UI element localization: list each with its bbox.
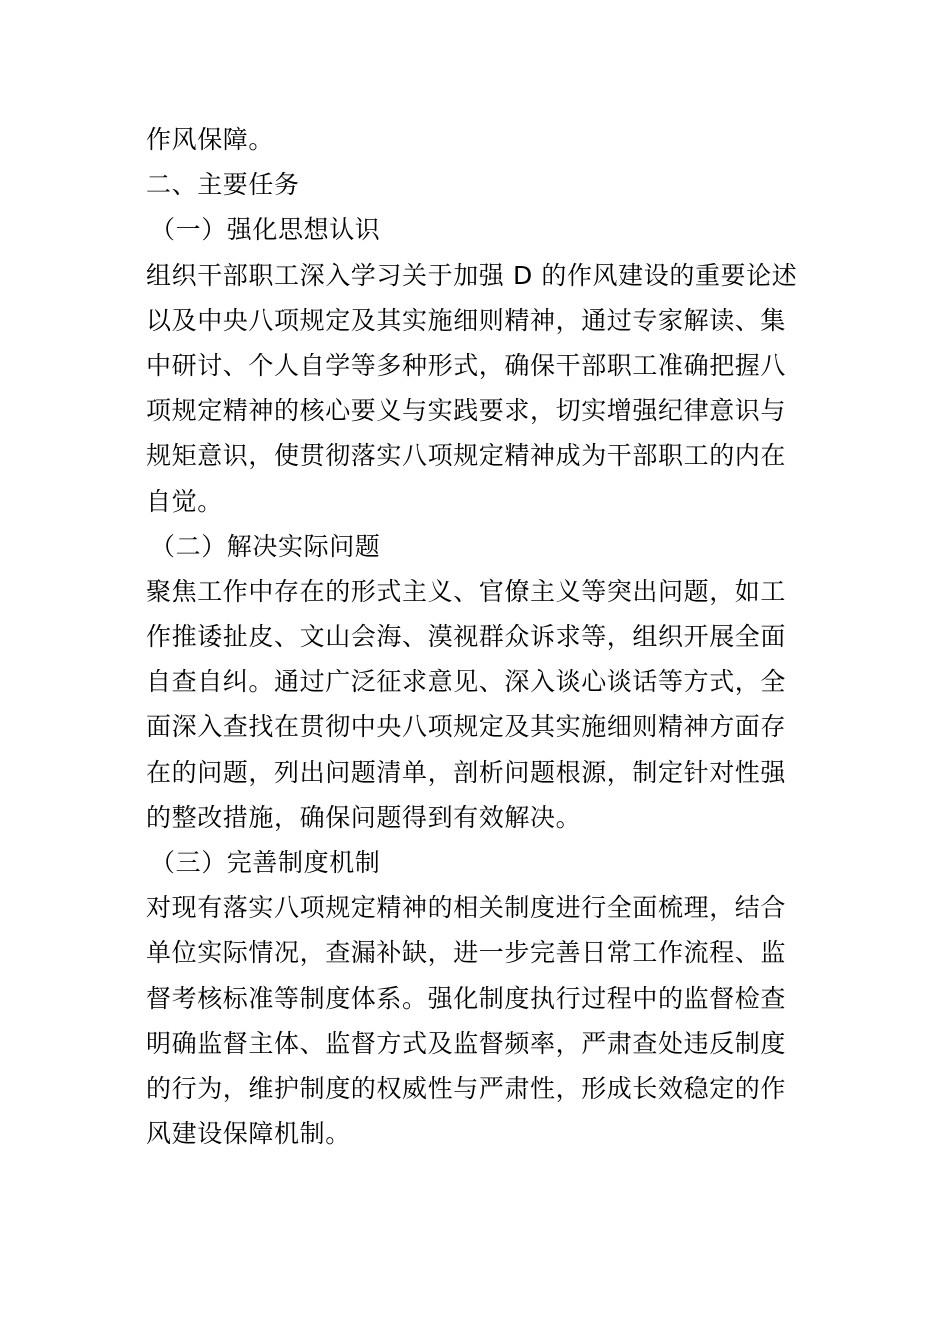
- paragraph-line: 自觉。: [146, 486, 223, 516]
- intro-tail-text: 作风保障。: [146, 125, 275, 154]
- paragraph-line: 面深入查找在贯彻中央八项规定及其实施细则精神方面存: [146, 712, 787, 742]
- document-body: [146, 117, 808, 1156]
- paragraph-line: 聚焦工作中存在的形式主义、官僚主义等突出问题，如工: [146, 576, 787, 606]
- subsection-2: [146, 524, 808, 840]
- paragraph-line: 以及中央八项规定及其实施细则精神，通过专家解读、集: [146, 305, 787, 335]
- paragraph-line: 在的问题，列出问题清单，剖析问题根源，制定针对性强: [146, 757, 787, 787]
- subsection-2-heading: （二）解决实际问题: [150, 531, 381, 561]
- paragraph-line: 项规定精神的核心要义与实践要求，切实增强纪律意识与: [146, 396, 787, 426]
- paragraph-line: 单位实际情况，查漏补缺，进一步完善日常工作流程、监: [146, 938, 787, 968]
- paragraph-line: 中研讨、个人自学等多种形式，确保干部职工准确把握八: [146, 350, 787, 380]
- subsection-1-heading: （一）强化思想认识: [150, 215, 381, 245]
- paragraph-line: 风建设保障机制。: [146, 1119, 351, 1149]
- paragraph-line: 对现有落实八项规定精神的相关制度进行全面梳理，结合: [146, 893, 787, 923]
- paragraph-line: 组织干部职工深入学习关于加强 D 的作风建设的重要论述: [146, 260, 798, 290]
- paragraph-line: 明确监督主体、监督方式及监督频率，严肃查处违反制度: [146, 1028, 787, 1058]
- paragraph-line: 规矩意识，使贯彻落实八项规定精神成为干部职工的内在: [146, 441, 787, 471]
- paragraph-line: 的行为，维护制度的权威性与严肃性，形成长效稳定的作: [146, 1073, 787, 1103]
- paragraph-line: 督考核标准等制度体系。强化制度执行过程中的监督检查: [146, 983, 787, 1013]
- subsection-3-heading: （三）完善制度机制: [150, 848, 381, 877]
- paragraph-line: 自查自纠。通过广泛征求意见、深入谈心谈话等方式，全: [146, 667, 787, 697]
- paragraph-line: 的整改措施，确保问题得到有效解决。: [146, 802, 582, 832]
- subsection-1: [146, 207, 808, 523]
- subsection-3: [146, 840, 808, 1156]
- section-title: 二、主要任务: [146, 170, 300, 200]
- paragraph-line: 作推诿扯皮、文山会海、漠视群众诉求等，组织开展全面: [146, 622, 787, 652]
